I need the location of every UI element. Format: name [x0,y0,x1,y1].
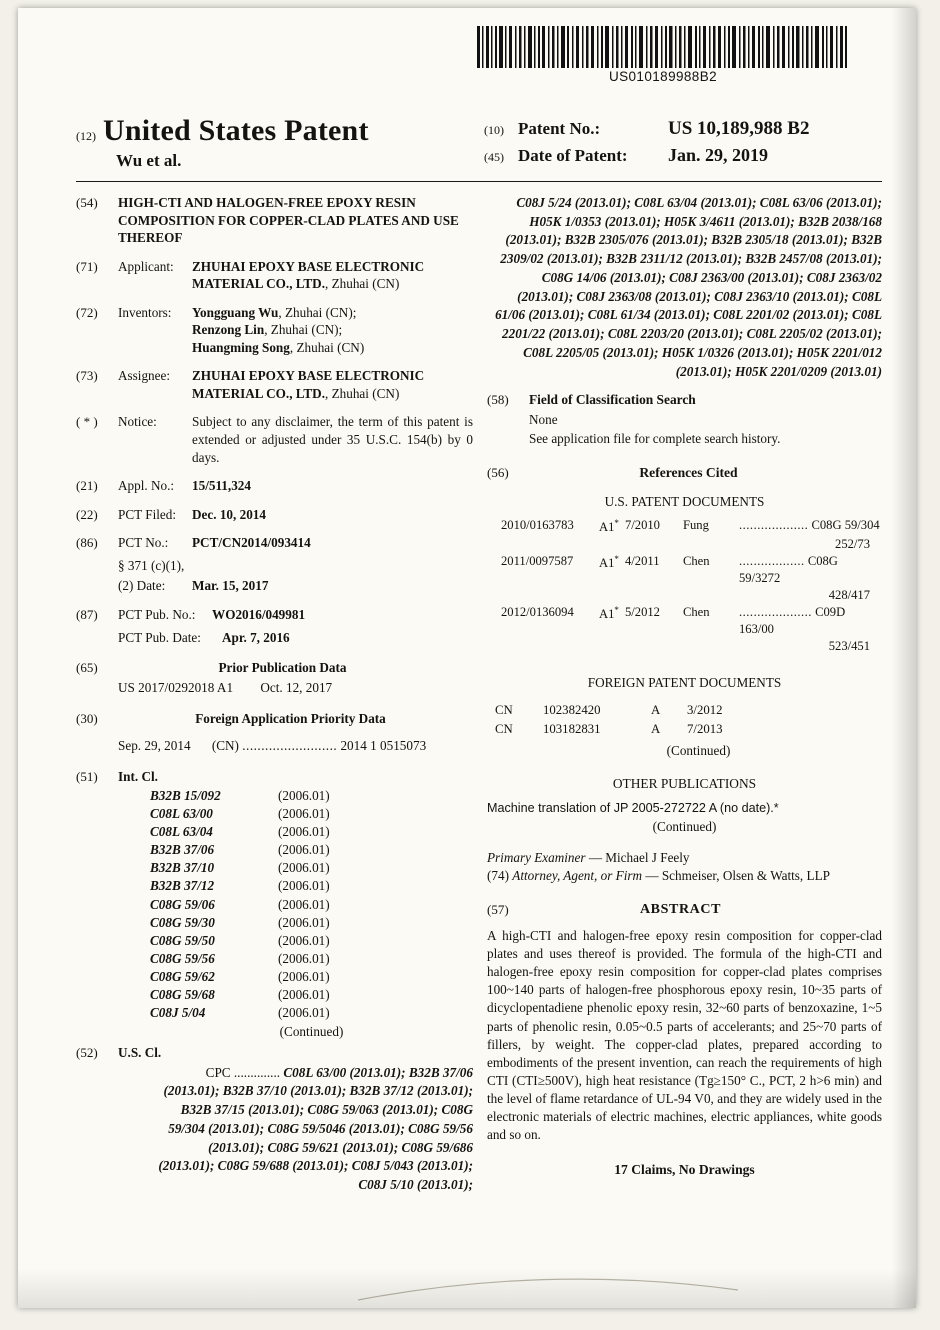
field-search-note: See application file for complete search history. [528,430,781,446]
table-row [495,720,882,739]
primary-examiner-label: Primary Examiner [486,849,586,865]
field-code-54: (54) [76,195,98,210]
int-cl-code: B32B 37/10 [150,860,215,876]
inventor-location: , Zhuhai (CN); [278,304,357,320]
abstract-text: A high-CTI and halogen-free epoxy resin composition for copper-clad plates and uses thereof is provided. The formula of the high-CTI and halogen-free epoxy resin composition for copper-clad plates comprises 100~140 parts of halogen-free phosphorous epoxy resin, 10~35 parts of dicyclopentadiene phenolic epoxy resin, 32~60 parts of benzoxazine, 1~5 parts of phenolic resin, 0.05~0.5 parts of accelerants; and 25~70 parts of fillers, by weight. The copper-clad plates, prepared according to embodiments of the present invention, can reach the requirements of high CTI (CTI≥500V), high heat resistance (Tg≥150° C., PCT, 2 h>6 min) and the level of flame retardance of UL-94 V0, and they are widely used in the electronic materials of electric machines, electric appliances, white goods and so on. [486,928,882,1142]
field-search-body [529,411,882,448]
assignee-value [192,367,473,402]
table-row [150,986,473,1004]
int-cl-code: B32B 15/092 [150,788,221,804]
ref-kind [599,604,625,638]
field-code-72: (72) [76,304,98,320]
foreign-priority-date: Sep. 29, 2014 [118,737,191,753]
table-row [150,914,473,932]
attorney-name: Schmeiser, Olsen & Watts, LLP [661,868,830,884]
pct-371-date-label: (2) Date: [118,577,166,593]
pct-pub-no-value: WO2016/049981 [212,607,306,623]
pct-no-value: PCT/CN2014/093414 [192,535,311,551]
appl-no-label: Appl. No.: [118,478,175,494]
field-code-52: (52) [76,1045,98,1061]
int-cl-year: (2006.01) [278,788,330,804]
ref-date: 7/2010 [624,518,660,533]
kind-code: (12) [76,129,96,143]
field-code-87: (87) [76,607,98,623]
inventors-label: Inventors: [118,304,172,320]
field-code-22: (22) [76,506,98,522]
int-cl-year: (2006.01) [278,968,330,984]
field-code-blank [76,629,118,647]
cpc-text: C08L 63/00 (2013.01); B32B 37/06 (2013.01); B32B 37/10 (2013.01); B32B 37/12 (2013.01); B32B 37/15 (2013.01); C08G 59/063 (2013.01); C08G 59/304 (2013.01); C08G 59/5046 (2013.01); C08G 59/56 (2013.01); C08G 59/621 (2013.01); C08G 59/686 (2013.01); C08G 59/688 (2013.01); C08J 5/043 (2013.01); C08J 5/10 (2013.01); [158,1064,473,1193]
foreign-date: 7/2013 [686,721,723,736]
cpc-continued-text: C08J 5/24 (2013.01); C08L 63/04 (2013.01); C08L 63/06 (2013.01); H05K 1/0353 (2013.01); H05K 3/4611 (2013.01); B32B 2038/168 (2013.01); B32B 2305/076 (2013.01); B32B 2305/18 (2013.01); B32B 2309/02 (2013.01); B32B 2311/12 (2013.01); B32B 2457/08 (2013.01); C08G 14/06 (2013.01); C08J 2363/00 (2013.01); C08J 2363/02 (2013.01); C08J 2363/08 (2013.01); C08J 2363/10 (2013.01); C08L 61/06 (2013.01); C08L 61/34 (2013.01); C08L 2201/02 (2013.01); C08L 2201/22 (2013.01); C08L 2203/20 (2013.01); C08L 2205/02 (2013.01); C08L 2205/05 (2013.01); H05K 1/0326 (2013.01); H05K 2201/012 (2013.01); H05K 2201/0209 (2013.01) [495,195,882,379]
field-code-86: (86) [76,535,98,551]
list-item [192,339,473,357]
field-us-cl [76,1044,473,1062]
assignee-label: Assignee: [118,368,171,384]
int-cl-code: C08G 59/50 [150,932,215,948]
barcode-block [468,26,858,84]
pct-filed-value: Dec. 10, 2014 [192,506,266,522]
table-row [501,553,882,587]
patent-no-value: US 10,189,988 B2 [668,118,810,139]
prior-pub-row [118,680,473,696]
patent-no-label: Patent No.: [518,119,601,138]
pct-371-line1: § 371 (c)(1), [118,557,185,573]
int-cl-heading: Int. Cl. [118,768,158,784]
table-row [150,932,473,950]
two-column-body [76,194,882,1195]
ref-subclass: 523/451 [828,639,870,654]
right-column [487,194,882,1195]
applicant-location: , Zhuhai (CN) [325,276,400,292]
field-code-51: (51) [76,768,98,784]
foreign-priority-row [118,738,473,754]
patent-no-code: (10) [484,123,504,137]
us-patent-docs-heading: U.S. PATENT DOCUMENTS [604,494,765,510]
field-search-heading: Field of Classification Search [528,392,696,408]
foreign-priority-dots: ......................... [242,737,338,753]
prior-pub-heading: Prior Publication Data [218,660,347,676]
ref-assignee: Chen [682,554,710,569]
foreign-docs-continued: (Continued) [666,742,731,758]
field-code-74: (74) [486,868,509,884]
int-cl-year: (2006.01) [278,806,330,822]
ref-star: * [614,518,619,529]
invention-title: HIGH-CTI AND HALOGEN-FREE EPOXY RESIN COMPOSITION FOR COPPER-CLAD PLATES AND USE THEREOF [118,195,459,246]
cpc-label: CPC .............. [205,1064,281,1080]
assignee-location: , Zhuhai (CN) [325,385,400,401]
int-cl-year: (2006.01) [278,1005,330,1021]
int-cl-code: C08L 63/00 [150,806,213,822]
int-cl-year: (2006.01) [278,950,330,966]
us-patent-docs-table [501,517,882,655]
other-publication-item: Machine translation of JP 2005-272722 A (no date).* [486,800,779,815]
pct-371-line2 [118,576,473,596]
foreign-priority-country: (CN) [211,737,239,753]
int-cl-code: B32B 37/12 [150,878,215,894]
attorney-label: Attorney, Agent, or Firm [512,868,643,884]
field-code-65: (65) [76,660,98,676]
ref-dots: .................. [738,554,805,569]
ref-class-code: C09D 163/00 [738,605,846,637]
date-code: (45) [484,150,504,164]
int-cl-year: (2006.01) [278,824,330,840]
inventor-location: , Zhuhai (CN); [264,322,343,338]
field-references [487,464,882,492]
field-pct-filed [76,506,473,524]
foreign-kind: A [650,721,661,736]
ref-assignee: Fung [682,518,709,533]
abstract-header [487,902,882,918]
pct-371-block [118,556,473,596]
int-cl-code: C08L 63/04 [150,824,213,840]
left-column [76,194,487,1195]
ref-class-code: C08G 59/3272 [738,554,838,586]
pct-pub-date-label: PCT Pub. Date: [118,629,201,645]
field-code-56: (56) [486,465,509,481]
ref-date: 5/2012 [624,605,660,620]
foreign-kind: A [650,703,661,718]
foreign-docs-heading: FOREIGN PATENT DOCUMENTS [587,675,782,691]
ref-star: * [614,605,619,616]
int-cl-year: (2006.01) [278,932,330,948]
date-of-patent-row [484,145,882,166]
table-row [150,859,473,877]
ref-number: 2011/0097587 [500,554,574,569]
field-search [487,391,882,409]
header-left [76,114,484,171]
foreign-priority-number: 2014 1 0515073 [340,737,427,753]
notice-label: Notice: [118,414,157,430]
field-applicant [76,258,473,293]
us-cl-cpc-block [150,1064,473,1195]
pct-pub-no-label: PCT Pub. No.: [118,607,196,623]
field-code-73: (73) [76,368,98,384]
ref-number: 2010/0163783 [500,518,574,533]
inventors-list [192,304,473,357]
field-prior-pub [76,659,473,677]
int-cl-code: C08G 59/30 [150,914,215,930]
ref-kind [599,517,625,536]
dash: — [588,849,602,865]
foreign-country: CN [494,721,513,736]
field-title [76,194,473,247]
ref-star: * [614,554,619,565]
int-cl-code: C08J 5/04 [150,1005,206,1021]
int-cl-code: C08G 59/62 [150,968,215,984]
claims-line: 17 Claims, No Drawings [614,1162,755,1178]
patent-number-row [484,118,882,140]
field-search-none: None [528,412,558,428]
table-row [150,805,473,823]
ref-kind-code: A1 [598,520,615,535]
int-cl-year: (2006.01) [278,896,330,912]
page-title: United States Patent [103,114,369,147]
ref-subclass: 428/417 [828,588,870,603]
date-value: Jan. 29, 2019 [668,145,769,165]
int-cl-code: C08G 59/06 [150,896,215,912]
paper-sheet [18,8,916,1308]
applicant-name: ZHUHAI EPOXY BASE ELECTRONIC MATERIAL CO., LTD. [192,258,425,292]
int-cl-continued: (Continued) [279,1024,344,1040]
table-row [495,701,882,720]
ref-class [739,517,882,536]
ref-assignee: Chen [682,605,710,620]
foreign-date: 3/2012 [686,703,723,718]
field-code-star: ( * ) [76,414,98,430]
int-cl-year: (2006.01) [278,842,330,858]
ref-kind-code: A1 [598,556,615,571]
ref-dots: .................... [738,605,812,620]
field-notice [76,413,473,466]
patent-content [76,26,882,1195]
patent-header [76,114,882,171]
barcode-icon [477,26,849,68]
int-cl-year: (2006.01) [278,878,330,894]
field-assignee [76,367,473,402]
int-cl-code: B32B 37/06 [150,842,215,858]
field-appl-no [76,477,473,495]
ref-kind [599,553,625,587]
list-item [192,304,473,322]
ref-kind-code: A1 [598,607,615,622]
field-int-cl [76,768,473,786]
field-code-71: (71) [76,258,98,274]
page-bottom-shadow [18,1268,916,1308]
field-pct-pub-no [76,606,473,624]
list-item [192,321,473,339]
int-cl-year: (2006.01) [278,914,330,930]
notice-text: Subject to any disclaimer, the term of this patent is extended or adjusted under 35 U.S.C. 154(b) by 0 days. [192,414,473,465]
prior-pub-date: Oct. 12, 2017 [260,679,333,695]
field-code-57: (57) [486,902,509,918]
table-row [150,896,473,914]
ref-class [739,604,882,638]
pct-filed-label: PCT Filed: [118,506,177,522]
us-cl-heading: U.S. Cl. [118,1045,162,1061]
field-pct-no [76,534,473,552]
title-line [76,114,484,148]
pct-pub-date-value: Apr. 7, 2016 [222,629,290,645]
date-label: Date of Patent: [518,146,628,165]
table-row [501,517,882,536]
header-right [484,114,882,171]
ref-dots: ................... [738,518,809,533]
table-row [150,1004,473,1022]
assignee-name: ZHUHAI EPOXY BASE ELECTRONIC MATERIAL CO., LTD. [192,368,425,401]
applicant-label: Applicant: [118,258,174,274]
field-code-21: (21) [76,478,98,494]
inventor-name: Huangming Song [192,339,290,355]
foreign-priority-heading: Foreign Application Priority Data [195,710,386,726]
table-row [150,823,473,841]
foreign-number: 102382420 [542,703,601,718]
ref-class-code: C08G 59/304 [811,518,880,533]
inventor-name: Yongguang Wu [192,304,279,320]
field-foreign-priority [76,710,473,728]
other-publications-continued: (Continued) [652,818,717,834]
pct-no-label: PCT No.: [118,535,169,551]
pct-371-date-value: Mar. 15, 2017 [192,577,269,593]
primary-examiner-line [487,849,882,868]
field-code-30: (30) [76,710,98,726]
page-edge-shadow [892,8,916,1308]
field-code-58: (58) [486,392,509,408]
barcode-number: US010189988B2 [608,69,718,84]
foreign-docs-table [495,701,882,759]
references-heading: References Cited [639,465,738,481]
int-cl-year: (2006.01) [278,986,330,1002]
authors: Wu et al. [116,151,182,170]
table-row [150,841,473,859]
ref-subclass: 252/73 [835,537,870,552]
table-row [150,950,473,968]
abstract-heading: ABSTRACT [639,902,722,918]
prior-pub-number: US 2017/0292018 A1 [118,679,234,695]
int-cl-code: C08G 59/68 [150,986,215,1002]
ref-class [739,553,882,587]
examiner-block [487,849,882,886]
inventor-location: , Zhuhai (CN) [289,339,365,355]
int-cl-table [150,787,473,1040]
field-pct-pub-date [76,629,473,647]
table-row [501,604,882,638]
foreign-country: CN [494,703,513,718]
dash: — [645,868,659,884]
ref-date: 4/2011 [624,554,660,569]
int-cl-code: C08G 59/56 [150,950,215,966]
table-row [150,877,473,895]
other-publications-heading: OTHER PUBLICATIONS [612,775,757,791]
header-divider [76,181,882,182]
table-row [150,787,473,805]
table-row [150,968,473,986]
inventor-name: Renzong Lin [192,322,265,338]
page-smudge [358,1272,738,1302]
foreign-number: 103182831 [542,721,601,736]
field-inventors [76,304,473,357]
int-cl-year: (2006.01) [278,860,330,876]
appl-no-value: 15/511,324 [192,478,251,494]
applicant-value [192,258,473,293]
primary-examiner-name: Michael J Feely [605,849,690,865]
attorney-line [487,867,882,886]
ref-number: 2012/0136094 [500,605,574,620]
